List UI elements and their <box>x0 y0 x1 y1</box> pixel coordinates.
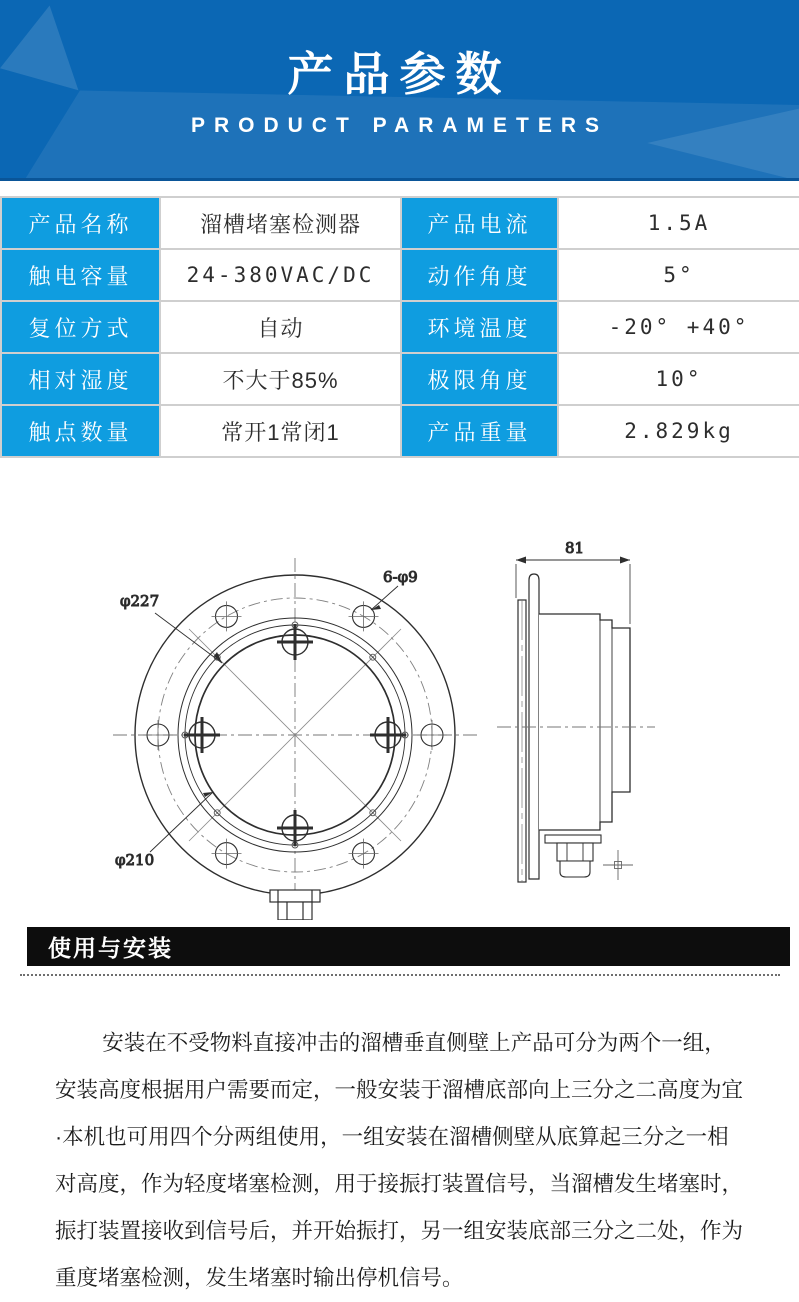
usage-paragraph-2: ·本机也可用四个分两组使用，一组安装在溜槽侧壁从底算起三分之一相对高度，作为轻度堵塞检测，用于接振打装置信号，当溜槽发生堵塞时，振打装置接收到信号后，并开始振打，另一组安装底部三分之二处，作为重度堵塞检测，发生堵塞时输出停机信号。 <box>55 1125 744 1290</box>
dotted-divider <box>20 974 780 976</box>
dimension-drawing-svg <box>0 520 799 920</box>
spec-value: 1.5A <box>559 198 799 250</box>
spec-value: 24-380VAC/DC <box>161 250 402 302</box>
spec-label: 极限角度 <box>402 354 559 406</box>
spec-value: 10° <box>559 354 799 406</box>
spec-value: 常开1常闭1 <box>161 406 402 458</box>
spec-value: -20° +40° <box>559 302 799 354</box>
spec-value: 5° <box>559 250 799 302</box>
spec-label: 触电容量 <box>2 250 161 302</box>
spec-label: 产品电流 <box>402 198 559 250</box>
page-title: 产品参数 <box>287 48 512 100</box>
usage-section-title: 使用与安装 <box>48 935 173 961</box>
spec-value: 2.829kg <box>559 406 799 458</box>
spec-table <box>0 196 799 458</box>
page-subtitle: PRODUCT PARAMETERS <box>190 114 609 137</box>
spec-label: 触点数量 <box>2 406 161 458</box>
spec-label: 动作角度 <box>402 250 559 302</box>
spec-value: 溜槽堵塞检测器 <box>161 198 402 250</box>
spec-value: 不大于85% <box>161 354 402 406</box>
spec-label: 产品名称 <box>2 198 161 250</box>
spec-label: 环境温度 <box>402 302 559 354</box>
usage-paragraphs <box>55 1020 747 1302</box>
label-bolt-holes: 6-φ9 <box>383 568 418 586</box>
label-bolt-circle-diameter: φ227 <box>120 592 160 610</box>
usage-paragraph-1: 安装在不受物料直接冲击的溜槽垂直侧壁上产品可分为两个一组，安装高度根据用户需要而定，一般安装于溜槽底部向上三分之二高度为宜 <box>55 1031 744 1102</box>
banner-bottom-edge <box>0 178 799 181</box>
technical-drawing <box>0 520 799 920</box>
product-parameters-banner <box>0 0 799 181</box>
spec-label: 产品重量 <box>402 406 559 458</box>
spec-label: 相对湿度 <box>2 354 161 406</box>
label-inner-diameter: φ210 <box>115 851 155 869</box>
usage-section-header <box>27 927 790 966</box>
spec-value: 自动 <box>161 302 402 354</box>
spec-label: 复位方式 <box>2 302 161 354</box>
label-depth-dimension: 81 <box>565 539 585 557</box>
